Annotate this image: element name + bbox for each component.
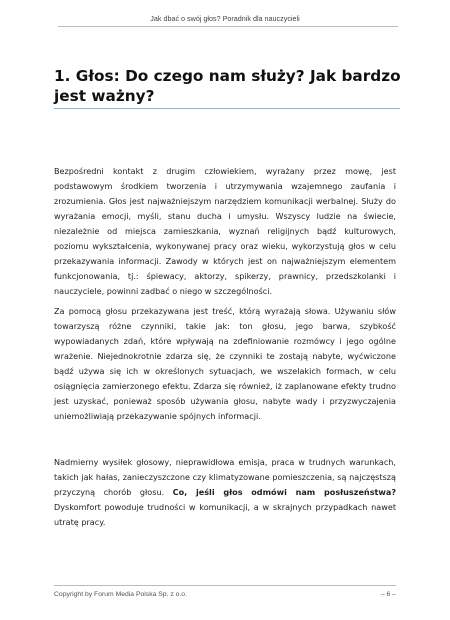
paragraph-1: [54, 164, 396, 299]
title-underline: [54, 108, 400, 109]
running-header: Jak dbać o swój głos? Poradnik dla nauczycieli: [150, 14, 300, 23]
emphasized-question: Co, jeśli głos odmówi nam posłuszeństwa?: [172, 487, 397, 497]
page-number: – 6 –: [380, 591, 396, 598]
paragraph-3: [54, 455, 396, 530]
header-divider: [58, 26, 398, 27]
paragraph-text-before: Nadmierny wysiłek głosowy, nieprawidłowa emisja, praca w trudnych warunkach, takich jak hałas, zanieczyszczone czy klimatyzowane pomieszczenia, są najczęstszą przyczyną chorób głosu.: [54, 457, 396, 497]
footer-copyright: Copyright by Forum Media Polska Sp. z o.o.: [54, 591, 187, 598]
paragraph-text-after: Dyskomfort powoduje trudności w komunikacji, a w skrajnych przypadkach nawet utratę pracy.: [54, 502, 396, 527]
paragraph-text: Bezpośredni kontakt z drugim człowiekiem, wyrażany przez mowę, jest podstawowym środkiem tworzenia i utrzymywania wzajemnego zaufania i zrozumienia. Głos jest najważniejszym narzędziem komunikacji werbalnej. Służy do wyrażania emocji, myśli, stanu ducha i umysłu. Wszyscy ludzie na świecie, niezależnie od miejsca zamieszkania, wyznań religijnych bądź kulturowych, poziomu wykształcenia, wykonywanej pracy oraz wieku, wykorzystują głos w celu przekazywania informacji. Zawody w których jest on najważniejszym elementem funkcjonowania, tj.: śpiewacy, aktorzy, spikerzy, prawnicy, przedszkolanki i nauczyciele, powinni zadbać o niego w szczególności.: [54, 166, 396, 296]
paragraph-2: [54, 304, 396, 424]
paragraph-text: [54, 455, 396, 530]
paragraph-text: Za pomocą głosu przekazywana jest treść, którą wyrażają słowa. Używaniu słów towarzyszą różne czynniki, takie jak: ton głosu, jego barwa, szybkość wypowiadanych zdań, które wpływają na zdefiniowanie rozmówcy i jego ogólne wrażenie. Niejednokrotnie zdarza się, że czynniki te zostają nabyte, wyćwiczone bądź używa się ich w określonych sytuacjach, we wszelakich formach, w celu osiągnięcia zamierzonego efektu. Zdarza się również, iż zaplanowane efekty trudno jest uzyskać, ponieważ sposób używania głosu, nabyte wady i przyzwyczajenia uniemożliwiają przekazywanie spójnych informacji.: [54, 306, 396, 421]
footer-divider: [54, 585, 396, 586]
chapter-title: 1. Głos: Do czego nam służy? Jak bardzo jest ważny?: [54, 67, 401, 105]
